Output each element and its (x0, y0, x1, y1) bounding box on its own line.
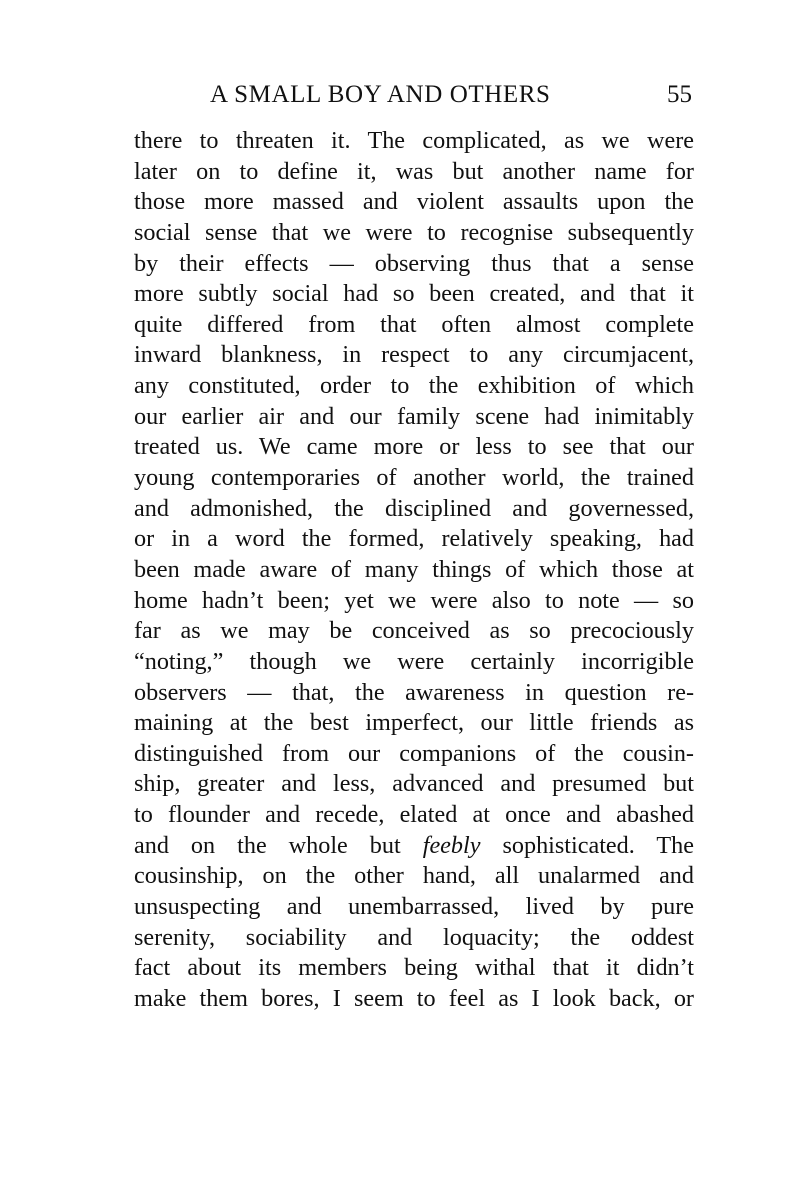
text-line: inward blankness, in respect to any circumjacent, (134, 341, 694, 369)
text-line: later on to define it, was but another name for (134, 157, 694, 185)
text-line: make them bores, I seem to feel as I look back, or (134, 984, 694, 1012)
text-line: by their effects — observing thus that a sense (134, 249, 694, 277)
text-line: cousinship, on the other hand, all unalarmed and (134, 862, 694, 890)
text-line: social sense that we were to recognise subsequently (134, 218, 694, 246)
text-line: any constituted, order to the exhibition of which (134, 372, 694, 400)
text-line: fact about its members being withal that it didn’t (134, 954, 694, 982)
text-line: there to threaten it. The complicated, as we were (134, 127, 694, 154)
body-text (134, 126, 694, 1015)
text-line: quite differed from that often almost complete (134, 310, 694, 338)
text-line: treated us. We came more or less to see that our (134, 433, 694, 461)
text-line: serenity, sociability and loquacity; the oddest (134, 923, 694, 951)
text-line-with-italic (134, 831, 694, 862)
text-line: more subtly social had so been created, and that it (134, 280, 694, 308)
text-segment: and on the whole but (134, 831, 423, 859)
text-line: and admonished, the disciplined and governessed, (134, 494, 694, 522)
text-line: to flounder and recede, elated at once and abashed (134, 801, 694, 829)
text-line: unsuspecting and unembarrassed, lived by pure (134, 893, 694, 921)
text-line: those more massed and violent assaults upon the (134, 188, 694, 216)
text-line: young contemporaries of another world, the trained (134, 464, 694, 492)
text-line: observers — that, the awareness in question re- (134, 678, 694, 706)
text-line: “noting,” though we were certainly incorrigible (134, 647, 694, 675)
text-line: or in a word the formed, relatively speaking, had (134, 525, 694, 553)
text-line: distinguished from our companions of the cousin- (134, 739, 694, 767)
page-number: 55 (667, 81, 692, 108)
text-line: our earlier air and our family scene had inimitably (134, 402, 694, 430)
text-line: home hadn’t been; yet we were also to note — so (134, 586, 694, 614)
text-line: maining at the best imperfect, our little friends as (134, 709, 694, 737)
running-title: A SMALL BOY AND OTHERS (210, 81, 551, 108)
page-header (134, 80, 694, 110)
italic-emphasis: feebly (422, 831, 481, 859)
text-line: been made aware of many things of which those at (134, 555, 694, 583)
text-line: ship, greater and less, advanced and presumed but (134, 770, 694, 798)
text-segment: sophisticated. The (480, 831, 694, 859)
text-line: far as we may be conceived as so precociously (134, 617, 694, 645)
